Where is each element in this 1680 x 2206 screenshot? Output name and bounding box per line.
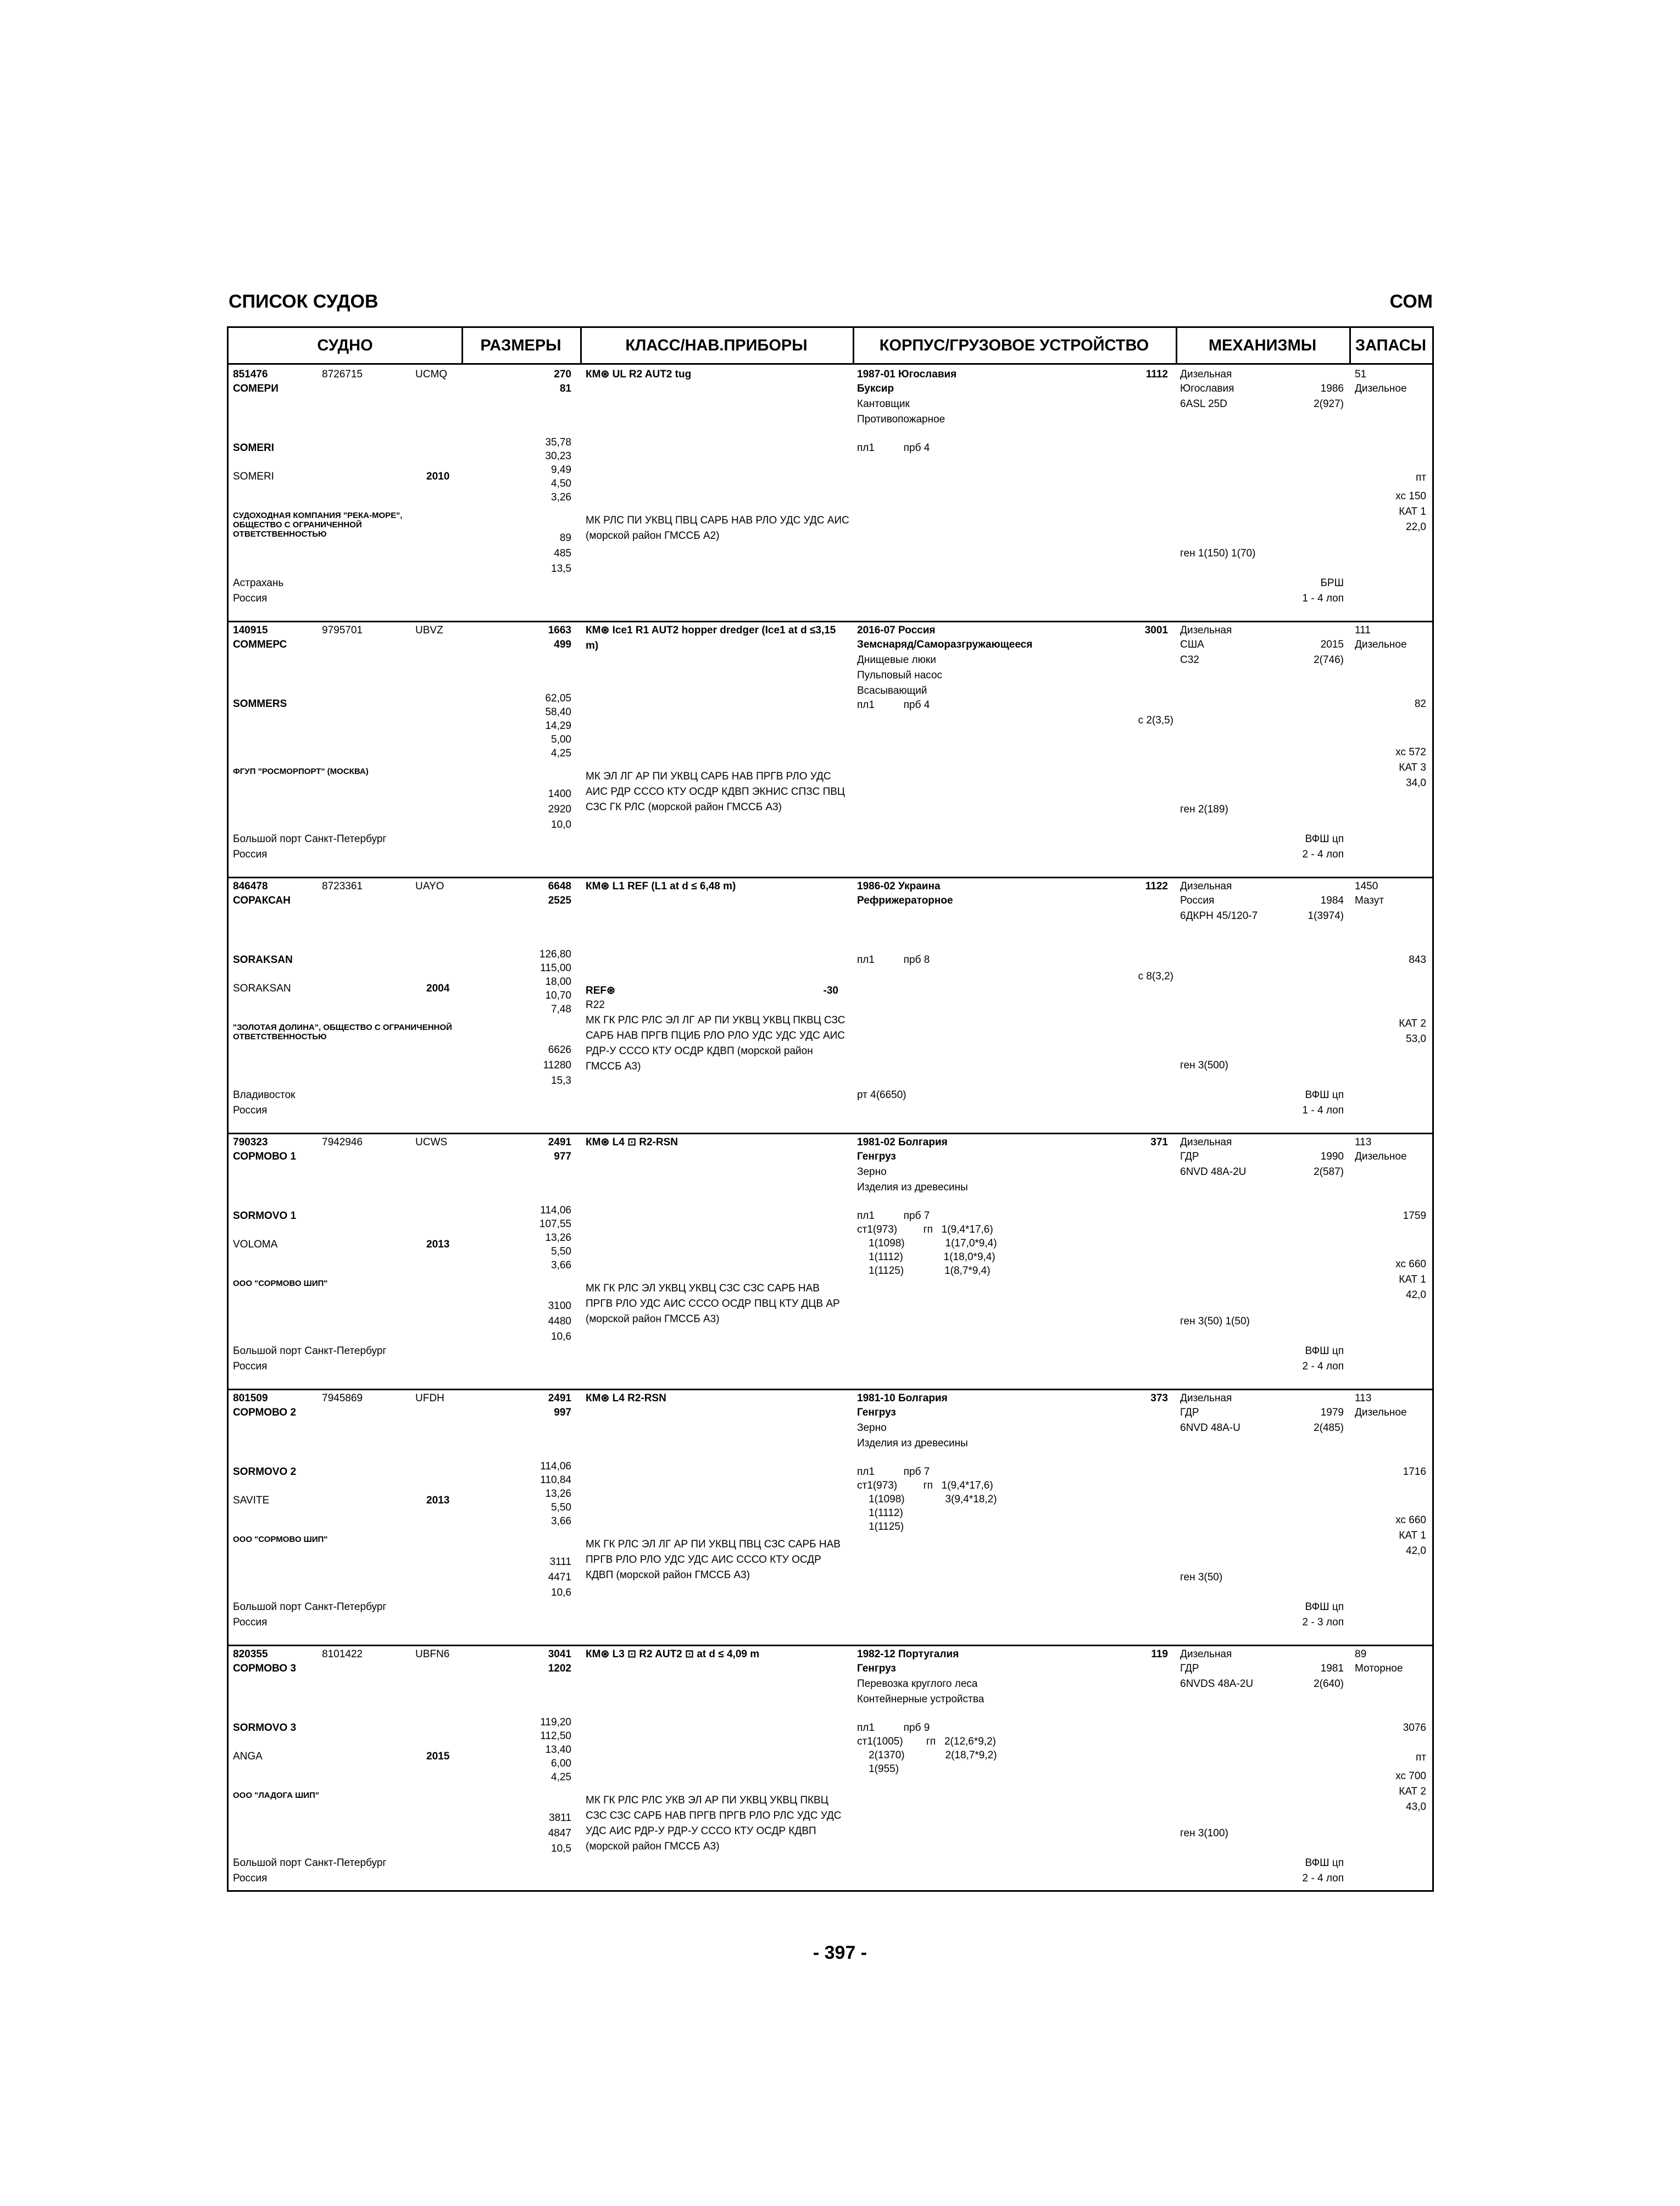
class-notation: КМ⊛ UL R2 AUT2 tug — [586, 369, 692, 380]
crew-value: хс 660 — [1395, 1258, 1426, 1270]
header-dimensions: РАЗМЕРЫ — [480, 336, 561, 354]
former-name: ANGA — [233, 1751, 263, 1762]
engine-country: США — [1180, 639, 1204, 650]
load-value: 89 — [559, 532, 571, 544]
hull-feature: Кантовщик — [857, 398, 910, 410]
class-notation: КМ⊛ Ice1 R1 AUT2 hopper dredger (Ice1 at d ≤3,15 m) — [586, 625, 836, 651]
navigation-equipment: МК ГК РЛС ЭЛ УКВЦ УКВЦ СЗС СЗС САРБ НАВ ПРГВ РЛО УДС АИС СССО ОСДР ПВЦ КТУ ДЦВ АР (морской район ГМССБ А3) — [586, 1283, 840, 1325]
owner-name: СУДОХОДНАЯ КОМПАНИЯ "РЕКА-МОРЕ", ОБЩЕСТВО С ОГРАНИЧЕННОЙ ОТВЕТСТВЕННОСТЬЮ — [233, 511, 403, 539]
dimension-value: 126,80 — [539, 949, 571, 960]
generators: ген 1(150) 1(70) — [1180, 548, 1256, 559]
vessel-name-latin: SORMOVO 2 — [233, 1466, 297, 1478]
cargo-hold-line: ст1(973) гп 1(9,4*17,6) — [857, 1224, 993, 1235]
propeller-blades: 2 - 4 лоп — [1302, 849, 1344, 860]
propeller: ВФШ цп — [1305, 1345, 1344, 1357]
fuel-type: Дизельное — [1355, 1407, 1407, 1418]
net-tonnage: 977 — [554, 1151, 571, 1162]
hull-built: 2016-07 Россия — [857, 625, 936, 636]
crew-value: КАТ 2 — [1399, 1018, 1426, 1029]
owner-name: ФГУП "РОСМОРПОРТ" (МОСКВА) — [233, 767, 369, 776]
header-machinery: МЕХАНИЗМЫ — [1208, 336, 1317, 354]
hull-feature: Зерно — [857, 1422, 887, 1434]
engine-model: С32 — [1180, 654, 1199, 666]
engine-country: ГДР — [1180, 1151, 1199, 1162]
engine-type: Дизельная — [1180, 881, 1232, 892]
vessel-name: СОРМОВО 1 — [233, 1151, 296, 1162]
load-value: 6626 — [548, 1044, 571, 1056]
cargo-hold-line: пл1 прб 7 — [857, 1466, 930, 1478]
dimension-value: 5,50 — [551, 1502, 571, 1513]
vessel-record — [229, 621, 1432, 878]
dimension-value: 9,49 — [551, 464, 571, 476]
vessel-record — [229, 1133, 1432, 1390]
home-port: Большой порт Санкт-Петербург — [233, 1601, 387, 1613]
engine-year: 1981 — [1320, 1663, 1344, 1674]
vessel-name: СОМЕРИ — [233, 383, 279, 394]
registry-number: 140915 — [233, 625, 268, 636]
stores-value: 82 — [1414, 698, 1426, 710]
cargo-hold-line: 1(1112) — [857, 1507, 903, 1519]
fuel-capacity: 111 — [1355, 625, 1371, 636]
load-value: 11280 — [543, 1060, 571, 1071]
cargo-hold-line: 1(1098) 1(17,0*9,4) — [857, 1238, 997, 1249]
hull-built: 1981-10 Болгария — [857, 1392, 948, 1404]
vessel-record — [229, 877, 1432, 1134]
vessel-record — [229, 1389, 1432, 1646]
gross-tonnage: 6648 — [548, 881, 571, 892]
gross-tonnage: 2491 — [548, 1392, 571, 1404]
hull-type: Рефрижераторное — [857, 895, 953, 906]
crew-value: 34,0 — [1406, 777, 1426, 789]
owner-name: ООО "СОРМОВО ШИП" — [233, 1535, 328, 1544]
home-port: Большой порт Санкт-Петербург — [233, 833, 387, 845]
load-value: 3100 — [548, 1300, 571, 1312]
crew-value: КАТ 3 — [1399, 762, 1426, 773]
dimension-value: 3,66 — [551, 1260, 571, 1271]
dimension-value: 18,00 — [545, 976, 571, 988]
former-name: VOLOMA — [233, 1239, 278, 1250]
call-sign: UBVZ — [415, 625, 443, 636]
engine-power: 1(3974) — [1308, 910, 1344, 922]
flag-country: Россия — [233, 1873, 268, 1884]
cargo-hold-line: пл1 прб 9 — [857, 1722, 930, 1734]
vessel-name: СОРМОВО 3 — [233, 1663, 296, 1674]
fuel-capacity: 113 — [1355, 1137, 1372, 1148]
crew-value: 22,0 — [1406, 521, 1426, 533]
load-value: 10,6 — [551, 1331, 571, 1342]
page-number: - 397 - — [813, 1942, 867, 1963]
dimension-value: 110,84 — [540, 1474, 571, 1486]
engine-year: 1979 — [1320, 1407, 1344, 1418]
vessel-name-latin: SORMOVO 3 — [233, 1722, 297, 1734]
engine-type: Дизельная — [1180, 1392, 1232, 1404]
propeller-blades: 2 - 4 лоп — [1302, 1361, 1344, 1372]
former-name: SORAKSAN — [233, 983, 291, 994]
cargo-hold-line: 1(1112) 1(18,0*9,4) — [857, 1251, 995, 1263]
hull-feature: Контейнерные устройства — [857, 1694, 984, 1705]
owner-name: "ЗОЛОТАЯ ДОЛИНА", ОБЩЕСТВО С ОГРАНИЧЕННОЙ ОТВЕТСТВЕННОСТЬЮ — [233, 1023, 452, 1041]
hull-type: Буксир — [857, 383, 894, 394]
engine-power: 2(587) — [1314, 1166, 1344, 1178]
hull-built: 1981-02 Болгария — [857, 1137, 948, 1148]
navigation-equipment: МК ГК РЛС РЛС ЭЛ ЛГ АР ПИ УКВЦ УКВЦ ПКВЦ СЗС САРБ НАВ ПРГВ ПЦИБ РЛО РЛО УДС УДС УДС АИС РДР-У СССО КТУ ОСДР КДВП (морской район ГМССБ А3) — [586, 1015, 845, 1072]
crew-value: 42,0 — [1406, 1545, 1426, 1557]
navigation-equipment: МК ЭЛ ЛГ АР ПИ УКВЦ САРБ НАВ ПРГВ РЛО УДС АИС РДР СССО КТУ ОСДР КДВП ЭКНИС СПЗС ПВЦ СЗС ГК РЛС (морской район ГМССБ А3) — [586, 771, 845, 813]
imo-number: 7942946 — [322, 1137, 363, 1148]
crew-value: КАТ 1 — [1399, 1530, 1426, 1541]
engine-power: 2(640) — [1314, 1678, 1344, 1690]
dimension-value: 30,23 — [545, 450, 571, 462]
engine-model: 6NVD 48A-2U — [1180, 1166, 1247, 1178]
stores-value: 1759 — [1403, 1210, 1426, 1222]
cargo-hold-line: ст1(973) гп 1(9,4*17,6) — [857, 1480, 993, 1491]
imo-number: 8726715 — [322, 369, 363, 380]
header-stores: ЗАПАСЫ — [1355, 336, 1427, 354]
gross-tonnage: 1663 — [548, 625, 571, 636]
imo-number: 9795701 — [322, 625, 363, 636]
dimension-value: 4,25 — [551, 748, 571, 759]
engine-type: Дизельная — [1180, 1137, 1232, 1148]
dimension-value: 13,40 — [545, 1744, 571, 1756]
former-name: SOMERI — [233, 471, 274, 482]
generators: ген 3(500) — [1180, 1060, 1228, 1071]
hull-feature: Днищевые люки — [857, 654, 936, 666]
hull-number: 119 — [1151, 1648, 1168, 1660]
propeller: ВФШ цп — [1305, 1857, 1344, 1869]
propeller: ВФШ цп — [1305, 833, 1344, 845]
propeller-blades: 2 - 4 лоп — [1302, 1873, 1344, 1884]
load-value: 15,3 — [551, 1075, 571, 1087]
net-tonnage: 81 — [559, 383, 571, 394]
engine-power: 2(746) — [1314, 654, 1344, 666]
stores-mark: пт — [1416, 472, 1426, 483]
registry-number: 801509 — [233, 1392, 268, 1404]
hull-type: Генгруз — [857, 1663, 896, 1674]
crew-value: 42,0 — [1406, 1289, 1426, 1301]
stores-value: 843 — [1409, 954, 1426, 966]
rename-year: 2004 — [426, 983, 450, 994]
vessel-name-latin: SOMERI — [233, 442, 274, 454]
former-name: SAVITE — [233, 1495, 270, 1506]
engine-type: Дизельная — [1180, 369, 1232, 380]
rename-year: 2015 — [426, 1751, 450, 1762]
load-value: 485 — [554, 548, 571, 559]
net-tonnage: 2525 — [548, 895, 571, 906]
imo-number: 8723361 — [322, 881, 363, 892]
dimension-value: 58,40 — [545, 706, 571, 718]
header-vessel: СУДНО — [317, 336, 373, 354]
load-value: 3811 — [549, 1812, 571, 1824]
net-tonnage: 499 — [554, 639, 571, 650]
engine-model: 6NVDS 48A-2U — [1180, 1678, 1254, 1690]
crew-value: хс 700 — [1395, 1770, 1426, 1782]
vessel-record — [229, 1645, 1432, 1901]
engine-year: 1986 — [1320, 383, 1344, 394]
dimension-value: 119,20 — [540, 1717, 571, 1728]
propeller: БРШ — [1320, 577, 1344, 589]
hull-feature: Противопожарное — [857, 414, 945, 425]
net-tonnage: 997 — [554, 1407, 571, 1418]
cargo-hold-line: 1(1098) 3(9,4*18,2) — [857, 1494, 997, 1505]
class-extra-line: R22 — [586, 999, 605, 1011]
engine-type: Дизельная — [1180, 625, 1232, 636]
engine-power: 2(927) — [1314, 398, 1344, 410]
hull-built: 1986-02 Украина — [857, 881, 941, 892]
cargo-hold-line: ст1(1005) гп 2(12,6*9,2) — [857, 1736, 996, 1747]
hull-feature: Пульповый насос — [857, 670, 943, 681]
vessel-name: СОРМОВО 2 — [233, 1407, 296, 1418]
dimension-value: 114,06 — [540, 1205, 571, 1216]
cargo-hold-line: 1(1125) — [857, 1521, 904, 1533]
registry-number: 790323 — [233, 1137, 268, 1148]
vessel-table — [227, 326, 1434, 1892]
propeller: ВФШ цп — [1305, 1089, 1344, 1101]
generators: ген 3(100) — [1180, 1828, 1228, 1839]
flag-country: Россия — [233, 1105, 268, 1116]
flag-country: Россия — [233, 593, 268, 604]
hull-side-gear: с 8(3,2) — [1138, 971, 1173, 982]
crew-value: КАТ 1 — [1399, 506, 1426, 517]
crew-value: хс 572 — [1395, 747, 1426, 758]
imo-number: 7945869 — [322, 1392, 363, 1404]
vessel-record — [229, 365, 1432, 622]
section-code: СОМ — [1389, 291, 1433, 312]
rename-year: 2013 — [426, 1239, 450, 1250]
fuel-capacity: 113 — [1355, 1392, 1372, 1404]
flag-country: Россия — [233, 1361, 268, 1372]
home-port: Большой порт Санкт-Петербург — [233, 1857, 387, 1869]
dimension-value: 4,50 — [551, 478, 571, 489]
flag-country: Россия — [233, 849, 268, 860]
navigation-equipment: МК ГК РЛС РЛС УКВ ЭЛ АР ПИ УКВЦ УКВЦ ПКВЦ СЗС СЗС САРБ НАВ ПРГВ ПРГВ РЛО РЛС УДС УДС УДС АИС РДР-У РДР-У СССО КТУ ОСДР КДВП (морской район ГМССБ А3) — [586, 1795, 842, 1852]
gross-tonnage: 3041 — [548, 1648, 571, 1660]
hull-feature: Перевозка круглого леса — [857, 1678, 978, 1690]
hull-number: 3001 — [1144, 625, 1168, 636]
call-sign: UCWS — [415, 1137, 448, 1148]
engine-model: 6ASL 25D — [1180, 398, 1227, 410]
engine-country: Россия — [1180, 895, 1215, 906]
propeller-blades: 1 - 4 лоп — [1302, 593, 1344, 604]
registry-number: 851476 — [233, 369, 268, 380]
fuel-capacity: 89 — [1355, 1648, 1367, 1660]
vessel-name-latin: SORMOVO 1 — [233, 1210, 297, 1222]
hull-feature: Изделия из древесины — [857, 1438, 968, 1449]
class-notation: КМ⊛ L3 ⊡ R2 AUT2 ⊡ at d ≤ 4,09 m — [586, 1648, 760, 1660]
header-class: КЛАСС/НАВ.ПРИБОРЫ — [625, 336, 808, 354]
hull-number: 373 — [1150, 1392, 1168, 1404]
table-header — [229, 328, 1432, 365]
vessel-name-latin: SOMMERS — [233, 698, 287, 710]
dimension-value: 5,00 — [551, 734, 571, 745]
load-value: 10,5 — [551, 1843, 571, 1854]
hull-gear-bottom: рт 4(6650) — [857, 1089, 906, 1101]
dimension-value: 35,78 — [545, 437, 571, 448]
home-port: Большой порт Санкт-Петербург — [233, 1345, 387, 1357]
hull-built: 1982-12 Португалия — [857, 1648, 959, 1660]
call-sign: UBFN6 — [415, 1648, 450, 1660]
dimension-value: 3,26 — [551, 492, 571, 503]
hull-number: 371 — [1150, 1137, 1168, 1148]
hull-feature: Изделия из древесины — [857, 1182, 968, 1193]
engine-model: 6NVD 48A-U — [1180, 1422, 1240, 1434]
propeller-blades: 1 - 4 лоп — [1302, 1105, 1344, 1116]
class-extra-value: -30 — [823, 985, 838, 996]
class-notation: КМ⊛ L4 R2-RSN — [586, 1392, 666, 1404]
crew-value: 53,0 — [1406, 1033, 1426, 1045]
engine-country: ГДР — [1180, 1663, 1199, 1674]
dimension-value: 5,50 — [551, 1246, 571, 1257]
engine-year: 2015 — [1320, 639, 1344, 650]
gross-tonnage: 270 — [554, 369, 571, 380]
vessel-name: СОРАКСАН — [233, 895, 291, 906]
header-hull: КОРПУС/ГРУЗОВОЕ УСТРОЙСТВО — [879, 336, 1149, 354]
owner-name: ООО "ЛАДОГА ШИП" — [233, 1791, 319, 1800]
owner-name: ООО "СОРМОВО ШИП" — [233, 1279, 328, 1288]
load-value: 1400 — [548, 788, 571, 800]
flag-country: Россия — [233, 1617, 268, 1628]
engine-year: 1990 — [1320, 1151, 1344, 1162]
net-tonnage: 1202 — [548, 1663, 571, 1674]
hull-built: 1987-01 Югославия — [857, 369, 957, 380]
page-title: СПИСОК СУДОВ — [229, 291, 379, 312]
navigation-equipment: МК ГК РЛС ЭЛ ЛГ АР ПИ УКВЦ ПВЦ СЗС САРБ НАВ ПРГВ РЛО РЛО УДС УДС АИС СССО КТУ ОСДР КДВП (морской район ГМССБ А3) — [586, 1539, 841, 1581]
engine-country: Югославия — [1180, 383, 1234, 394]
cargo-hold-line: пл1 прб 4 — [857, 699, 930, 711]
crew-value: КАТ 2 — [1399, 1786, 1426, 1797]
vessel-name: СОММЕРС — [233, 639, 287, 650]
hull-feature: Всасывающий — [857, 685, 927, 697]
load-value: 13,5 — [551, 563, 571, 575]
hull-number: 1112 — [1145, 369, 1168, 380]
vessel-name-latin: SORAKSAN — [233, 954, 293, 966]
hull-type: Генгруз — [857, 1407, 896, 1418]
call-sign: UFDH — [415, 1392, 444, 1404]
fuel-type: Дизельное — [1355, 383, 1407, 394]
rename-year: 2013 — [426, 1495, 450, 1506]
fuel-capacity: 1450 — [1355, 881, 1378, 892]
generators: ген 2(189) — [1180, 804, 1228, 815]
class-extra: REF⊛ — [586, 985, 615, 996]
load-value: 4480 — [548, 1316, 571, 1327]
hull-type: Земснаряд/Саморазгружающееся — [857, 639, 1033, 650]
home-port: Владивосток — [233, 1089, 296, 1101]
dimension-value: 107,55 — [539, 1218, 571, 1230]
crew-value: КАТ 1 — [1399, 1274, 1426, 1285]
class-notation: КМ⊛ L1 REF (L1 at d ≤ 6,48 m) — [586, 881, 736, 892]
dimension-value: 13,26 — [545, 1232, 571, 1244]
fuel-capacity: 51 — [1355, 369, 1367, 380]
dimension-value: 3,66 — [551, 1516, 571, 1527]
load-value: 4847 — [548, 1828, 571, 1839]
propeller-blades: 2 - 3 лоп — [1302, 1617, 1344, 1628]
dimension-value: 114,06 — [540, 1461, 571, 1472]
navigation-equipment: МК РЛС ПИ УКВЦ ПВЦ САРБ НАВ РЛО УДС УДС АИС (морской район ГМССБ А2) — [586, 515, 849, 542]
dimension-value: 7,48 — [551, 1004, 571, 1015]
hull-type: Генгруз — [857, 1151, 896, 1162]
load-value: 10,0 — [551, 819, 571, 831]
generators: ген 3(50) 1(50) — [1180, 1316, 1250, 1327]
registry-number: 846478 — [233, 881, 268, 892]
dimension-value: 62,05 — [545, 693, 571, 704]
class-notation: КМ⊛ L4 ⊡ R2-RSN — [586, 1137, 678, 1148]
engine-model: 6ДКРН 45/120-7 — [1180, 910, 1258, 922]
crew-value: 43,0 — [1406, 1801, 1426, 1813]
hull-number: 1122 — [1145, 881, 1168, 892]
crew-value: хс 660 — [1395, 1514, 1426, 1526]
fuel-type: Мазут — [1355, 895, 1384, 906]
hull-side-gear: с 2(3,5) — [1138, 715, 1173, 726]
load-value: 2920 — [548, 804, 571, 815]
cargo-hold-line: пл1 прб 8 — [857, 954, 930, 966]
cargo-hold-line: пл1 прб 4 — [857, 442, 930, 454]
stores-value: 1716 — [1403, 1466, 1426, 1478]
engine-power: 2(485) — [1314, 1422, 1344, 1434]
engine-country: ГДР — [1180, 1407, 1199, 1418]
cargo-hold-line: 1(955) — [857, 1763, 899, 1775]
generators: ген 3(50) — [1180, 1572, 1223, 1583]
propeller: ВФШ цп — [1305, 1601, 1344, 1613]
registry-number: 820355 — [233, 1648, 268, 1660]
cargo-hold-line: 1(1125) 1(8,7*9,4) — [857, 1265, 991, 1277]
stores-value: 3076 — [1403, 1722, 1426, 1734]
gross-tonnage: 2491 — [548, 1137, 571, 1148]
dimension-value: 14,29 — [545, 720, 571, 732]
dimension-value: 13,26 — [545, 1488, 571, 1500]
cargo-hold-line: пл1 прб 7 — [857, 1210, 930, 1222]
fuel-type: Дизельное — [1355, 1151, 1407, 1162]
dimension-value: 6,00 — [551, 1758, 571, 1769]
call-sign: UAYO — [415, 881, 444, 892]
load-value: 3111 — [549, 1556, 571, 1568]
dimension-value: 115,00 — [540, 962, 571, 974]
engine-year: 1984 — [1320, 895, 1344, 906]
dimension-value: 10,70 — [545, 990, 571, 1001]
rename-year: 2010 — [426, 471, 450, 482]
hull-feature: Зерно — [857, 1166, 887, 1178]
load-value: 10,6 — [551, 1587, 571, 1598]
load-value: 4471 — [548, 1572, 571, 1583]
dimension-value: 112,50 — [540, 1730, 571, 1742]
engine-type: Дизельная — [1180, 1648, 1232, 1660]
call-sign: UCMQ — [415, 369, 448, 380]
cargo-hold-line: 2(1370) 2(18,7*9,2) — [857, 1750, 997, 1761]
fuel-type: Дизельное — [1355, 639, 1407, 650]
home-port: Астрахань — [233, 577, 284, 589]
stores-mark: пт — [1416, 1752, 1426, 1763]
imo-number: 8101422 — [322, 1648, 363, 1660]
fuel-type: Моторное — [1355, 1663, 1403, 1674]
dimension-value: 4,25 — [551, 1772, 571, 1783]
crew-value: хс 150 — [1395, 491, 1426, 502]
